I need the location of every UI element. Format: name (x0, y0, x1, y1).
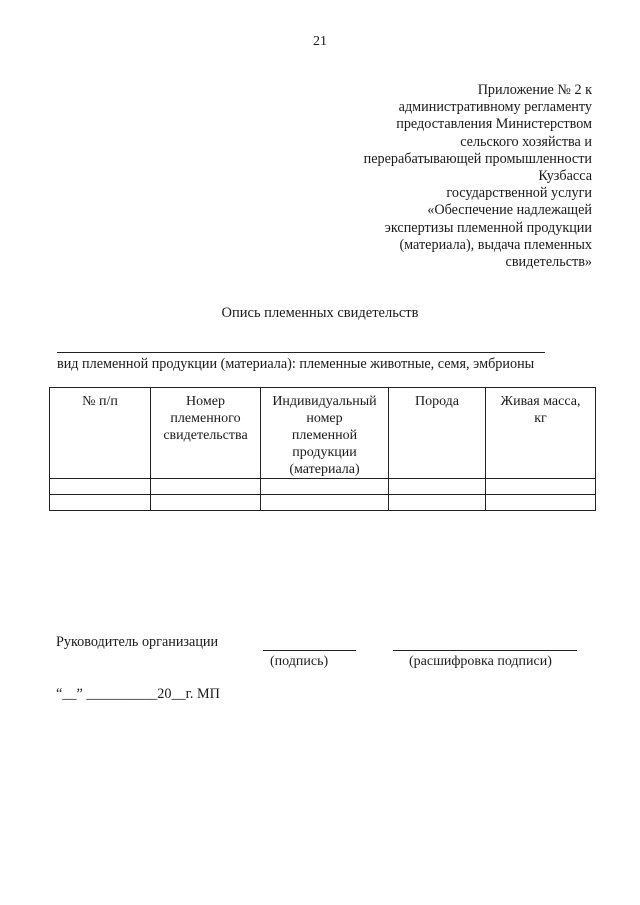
table-header-row (50, 388, 596, 479)
appendix-line: Приложение № 2 к (477, 82, 592, 98)
table-cell (389, 495, 486, 511)
signature-decode-line (393, 650, 577, 651)
appendix-line: экспертизы племенной продукции (384, 219, 592, 236)
appendix-line: Кузбасса (538, 168, 592, 185)
signature-caption: (подпись) (270, 654, 329, 669)
col-header-certificate-number: Номер племенного свидетельства (151, 388, 261, 479)
table-row (50, 495, 596, 511)
table-cell (261, 495, 389, 511)
product-kind-label: вид племенной продукции (материала): племенные животные, семя, эмбрионы (57, 356, 535, 372)
organization-head-label: Руководитель организации (56, 634, 219, 650)
appendix-line: «Обеспечение надлежащей (427, 202, 592, 219)
table-cell (486, 479, 596, 495)
col-header-live-weight: Живая масса, кг (486, 388, 596, 479)
appendix-header (292, 82, 592, 271)
col-header-number: № п/п (50, 388, 151, 479)
fill-in-line (57, 352, 545, 353)
certificates-table (49, 387, 596, 511)
document-title: Опись племенных свидетельств (221, 305, 419, 321)
appendix-line: государственной услуги (446, 185, 592, 202)
appendix-line: (материала), выдача племенных (399, 236, 592, 253)
signature-decode-caption: (расшифровка подписи) (409, 654, 552, 669)
appendix-line: сельского хозяйства и (460, 133, 592, 150)
col-header-breed: Порода (389, 388, 486, 479)
table-row (50, 479, 596, 495)
table-cell (486, 495, 596, 511)
table-cell (151, 479, 261, 495)
table-cell (151, 495, 261, 511)
table-cell (50, 495, 151, 511)
page-number: 21 (313, 34, 327, 49)
col-header-individual-number: Индивидуальный номер племенной продукции (материала) (261, 388, 389, 479)
table-cell (50, 479, 151, 495)
signature-line (263, 650, 356, 651)
appendix-line: перерабатывающей промышленности (363, 150, 592, 167)
date-stamp-line: “__” __________20__г. МП (56, 686, 220, 702)
table-cell (261, 479, 389, 495)
appendix-line: административному регламенту (398, 99, 592, 116)
appendix-line: свидетельств» (505, 254, 592, 271)
appendix-line: предоставления Министерством (396, 116, 592, 133)
table-cell (389, 479, 486, 495)
